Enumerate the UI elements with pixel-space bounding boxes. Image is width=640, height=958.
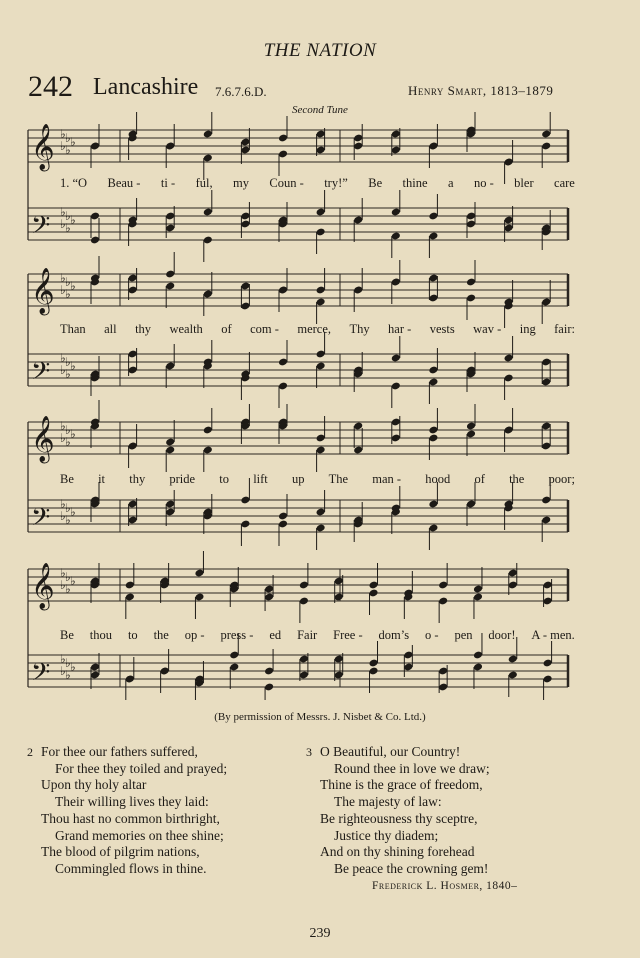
flat-icon: ♭ [60,566,66,580]
lyric-syllable: of [221,322,232,336]
lyric-syllable: bler [514,176,534,190]
flat-icon: ♭ [65,221,71,235]
lyric-syllable: ful, [195,176,213,190]
flat-icon: ♭ [70,213,76,227]
flat-icon: ♭ [60,127,66,141]
verse-2 [27,744,228,878]
flat-icon: ♭ [60,509,66,523]
verse-line: For thee they toiled and prayed; [55,760,228,776]
lyric-syllable: 1. “O [60,176,88,190]
lyric-syllable: to [219,472,229,486]
lyric-syllable: Than [60,322,86,336]
treble-clef-icon: 𝄞 [31,124,55,170]
flat-icon: ♭ [65,668,71,682]
flat-icon: ♭ [65,355,71,369]
verse-line: Grand memories on thee shine; [55,827,224,843]
verse-line: Commingled flows in thine. [55,860,207,876]
lyric-syllable: the [153,628,169,642]
lyric-syllable: man - [372,472,402,486]
lyric-syllable: ing [519,322,536,336]
lyric-syllable: poor; [548,472,575,486]
verse-line: For thee our fathers suffered, [41,744,198,759]
flat-icon: ♭ [70,135,76,149]
lyric-syllable: of [474,472,485,486]
hymn-number: 242 [28,70,73,103]
flat-icon: ♭ [65,367,71,381]
lyric-syllable: my [233,176,249,190]
lyric-syllable: Be [60,472,74,486]
flat-icon: ♭ [70,359,76,373]
lyric-syllable: it [98,472,106,486]
lyric-syllable: pen [454,628,473,642]
meter: 7.6.7.6.D. [215,84,267,99]
bass-clef-icon: 𝄢 [31,658,51,693]
lyric-syllable: a [447,176,454,190]
lyric-syllable: vests [429,322,455,336]
lyric-syllable: har - [388,322,412,336]
lyric-syllable: merce, [297,322,332,336]
verse-line: And on thy shining forehead [320,844,475,860]
flat-icon: ♭ [60,283,66,297]
lyric-syllable: Coun - [269,176,304,190]
verse-number: 3 [306,745,312,759]
flat-icon: ♭ [60,205,66,219]
lyric-line-4 [60,628,575,643]
lyric-syllable: the [509,472,525,486]
verse-line: Justice thy diadem; [334,827,439,843]
treble-clef-icon: 𝄞 [31,563,55,609]
flat-icon: ♭ [70,505,76,519]
lyric-syllable: Fair [297,628,318,642]
tune-name: Lancashire [93,74,199,100]
permission-note: (By permission of Messrs. J. Nisbet & Co. Ltd.) [214,711,426,723]
lyric-syllable: thou [89,628,113,642]
page-number: 239 [309,926,331,941]
verse-line: Thine is the grace of freedom, [320,777,483,793]
lyric-line-2 [60,322,575,337]
flat-icon: ♭ [65,287,71,301]
flat-icon: ♭ [60,217,66,231]
lyric-syllable: com - [250,322,279,336]
treble-clef-icon: 𝄞 [31,416,55,462]
flat-icon: ♭ [65,275,71,289]
lyric-syllable: try!” [324,176,348,190]
verse-line: The majesty of law: [334,794,442,810]
flat-icon: ♭ [70,427,76,441]
verse-line: Their willing lives they laid: [55,794,209,810]
lyric-syllable: dom’s [378,628,410,642]
lyric-syllable: care [554,176,575,190]
lyric-syllable: The [328,472,349,486]
verse-3 [306,744,490,878]
flat-icon: ♭ [65,656,71,670]
composer: Henry Smart, 1813–1879 [408,83,554,98]
verse-line: Thou hast no common birthright, [41,810,220,826]
lyric-syllable: pride [169,472,196,486]
flat-icon: ♭ [65,570,71,584]
lyric-line-3 [60,472,575,487]
bass-clef-icon: 𝄢 [31,503,51,538]
lyric-syllable: to [127,628,138,642]
bass-clef-icon: 𝄢 [31,357,51,392]
lyric-syllable: press - [220,628,254,642]
lyric-syllable: Be [368,176,383,190]
tune-note: Second Tune [292,104,348,116]
lyric-syllable: up [291,472,305,486]
verse-line: Be righteousness thy sceptre, [320,810,478,826]
lyric-syllable: Beau - [107,176,141,190]
lyric-syllable: Be [60,628,74,642]
lyric-syllable: wealth [169,322,203,336]
flat-icon: ♭ [65,513,71,527]
lyric-syllable: ed [269,628,282,642]
lyric-syllable: thy [129,472,146,486]
bass-clef-icon: 𝄢 [31,211,51,246]
flat-icon: ♭ [60,351,66,365]
flat-icon: ♭ [65,501,71,515]
flat-icon: ♭ [60,139,66,153]
flat-icon: ♭ [60,652,66,666]
flat-icon: ♭ [60,664,66,678]
lyric-line-1 [60,176,575,191]
flat-icon: ♭ [65,131,71,145]
treble-clef-icon: 𝄞 [31,268,55,314]
lyric-syllable: o - [425,628,439,642]
verse-line: O Beautiful, our Country! [320,744,461,759]
lyric-syllable: all [104,322,117,336]
lyric-syllable: fair: [554,322,575,336]
flat-icon: ♭ [60,431,66,445]
lyric-syllable: thy [135,322,152,336]
verse-line: Round thee in love we draw; [334,760,490,776]
verse-line: Be peace the crowning gem! [334,860,489,876]
lyric-syllable: door! [488,628,516,642]
flat-icon: ♭ [65,209,71,223]
flat-icon: ♭ [70,574,76,588]
verse-number: 2 [27,745,33,759]
flat-icon: ♭ [60,363,66,377]
verse-line: Upon thy holy altar [41,777,147,793]
verse-line: The blood of pilgrim nations, [41,844,200,860]
lyric-syllable: no - [473,176,494,190]
lyric-syllable: Free - [333,628,363,642]
flat-icon: ♭ [65,143,71,157]
flat-icon: ♭ [60,419,66,433]
flat-icon: ♭ [65,423,71,437]
flat-icon: ♭ [60,578,66,592]
lyric-syllable: A - men. [531,628,575,642]
flat-icon: ♭ [60,497,66,511]
lyric-syllable: wav - [473,322,502,336]
flat-icon: ♭ [60,271,66,285]
section-title: THE NATION [263,40,377,61]
flat-icon: ♭ [65,582,71,596]
flat-icon: ♭ [70,660,76,674]
flat-icon: ♭ [65,435,71,449]
lyric-syllable: lift [253,472,268,486]
lyric-syllable: ti - [160,176,176,190]
author: Frederick L. Hosmer, 1840– [372,880,518,892]
lyric-syllable: op - [184,628,205,642]
lyric-syllable: hood [425,472,451,486]
flat-icon: ♭ [70,279,76,293]
lyric-syllable: Thy [349,322,370,336]
lyric-syllable: thine [402,176,428,190]
